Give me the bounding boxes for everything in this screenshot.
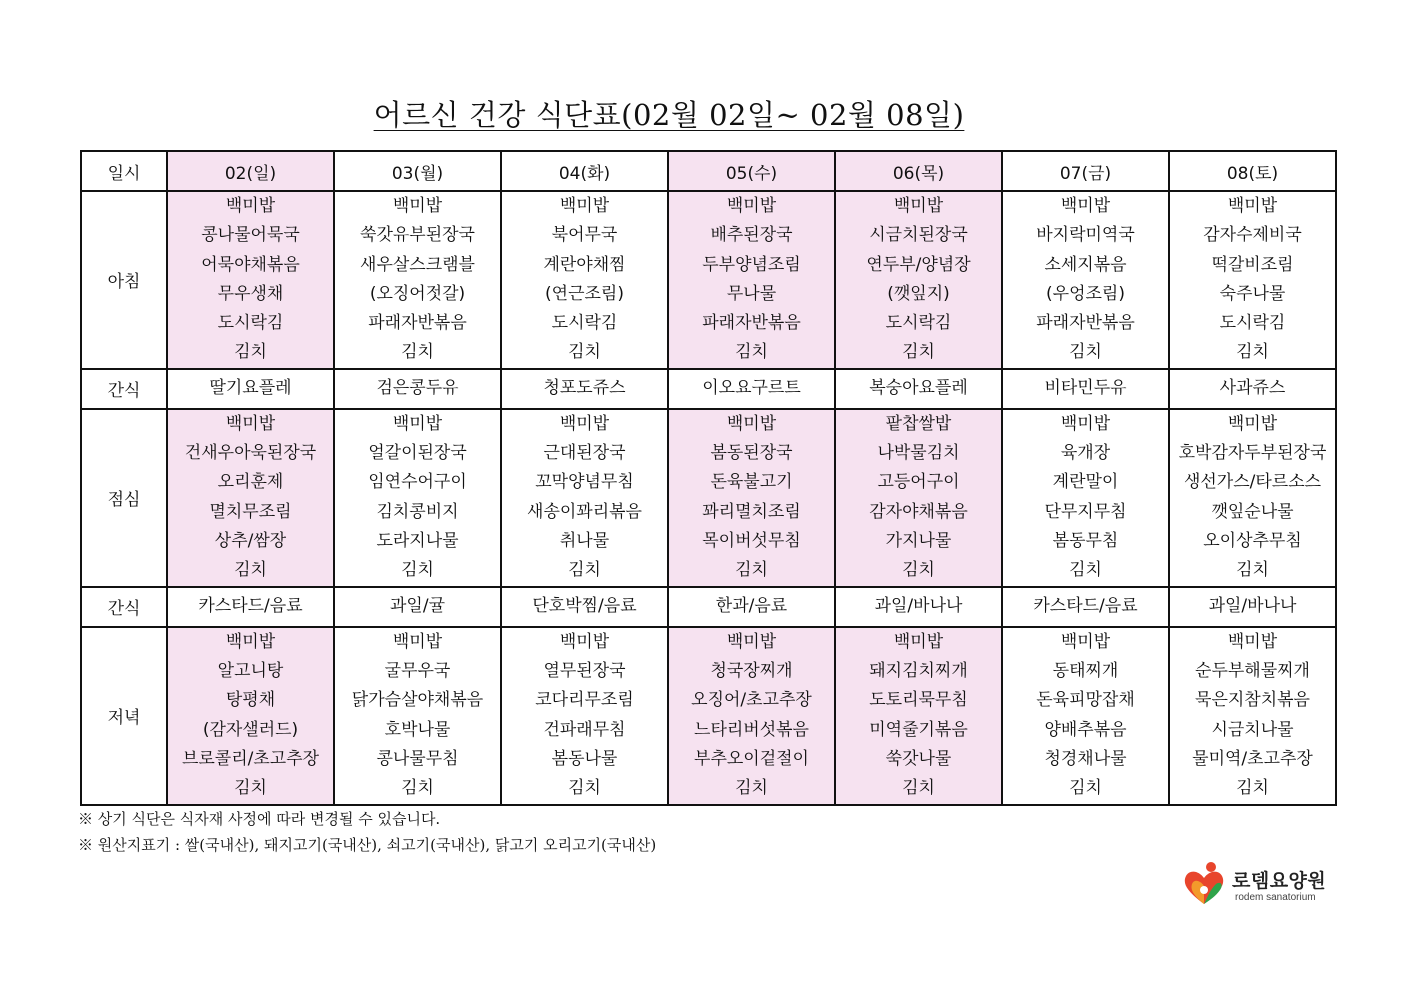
menu-item: 김치 (735, 778, 768, 799)
menu-item: 김치콩비지 (376, 501, 459, 522)
menu-item: 김치 (234, 342, 267, 363)
menu-item: 닭가슴살야채볶음 (351, 690, 484, 711)
menu-item: 떡갈비조림 (1211, 254, 1294, 275)
day-header: 04(화) (501, 151, 668, 191)
menu-item: 도토리묵무침 (869, 690, 968, 711)
menu-item: 김치 (401, 560, 434, 581)
menu-item: 건새우아욱된장국 (184, 443, 317, 464)
menu-cell (334, 409, 501, 587)
menu-item: 김치 (568, 560, 601, 581)
menu-item: 백미밥 (726, 631, 777, 652)
header-row (81, 151, 1336, 191)
menu-item: 동태찌개 (1052, 661, 1119, 682)
menu-item: 부추오이겉절이 (694, 749, 809, 770)
menu-item: 양배추볶음 (1044, 719, 1127, 740)
menu-cell (835, 409, 1002, 587)
menu-cell (167, 409, 334, 587)
menu-item: 도시락김 (217, 313, 284, 334)
menu-item: 카스타드/음료 (1033, 596, 1138, 617)
menu-item: 비타민두유 (1044, 378, 1127, 399)
menu-item: 도시락김 (885, 313, 952, 334)
meal-row (81, 369, 1336, 409)
day-header: 03(월) (334, 151, 501, 191)
menu-cell (835, 627, 1002, 805)
menu-item: 근대된장국 (543, 443, 626, 464)
menu-item: 백미밥 (1227, 631, 1278, 652)
menu-item: 봄동나물 (551, 749, 618, 770)
menu-cell (334, 627, 501, 805)
menu-item: 상추/쌈장 (214, 531, 287, 552)
menu-item: 백미밥 (1227, 413, 1278, 434)
menu-item: 백미밥 (1227, 196, 1278, 216)
menu-item: 김치 (902, 778, 935, 799)
menu-item: 돈육피망잡채 (1036, 690, 1135, 711)
menu-item: 백미밥 (726, 196, 777, 216)
menu-cell (167, 587, 334, 627)
meal-row (81, 191, 1336, 369)
menu-item: 파래자반볶음 (1036, 313, 1135, 334)
logo (1180, 860, 1340, 908)
day-header: 02(일) (167, 151, 334, 191)
menu-item: 백미밥 (893, 631, 944, 652)
menu-cell (501, 587, 668, 627)
menu-item: 두부양념조림 (702, 254, 801, 275)
menu-cell (501, 409, 668, 587)
menu-item: 순두부해물찌개 (1195, 661, 1310, 682)
menu-item: 오리훈제 (217, 472, 284, 493)
logo-name: 로뎀요양원 (1232, 870, 1327, 892)
menu-cell (835, 369, 1002, 409)
menu-item: (감자샐러드) (202, 719, 299, 740)
menu-item: 건파래무침 (543, 719, 626, 740)
menu-item: 김치 (902, 342, 935, 363)
menu-item: 오징어/초고추장 (691, 690, 812, 711)
menu-item: 생선가스/타르소스 (1183, 472, 1322, 493)
menu-item: 봄동무침 (1052, 531, 1119, 552)
menu-item: 사과쥬스 (1219, 378, 1286, 399)
menu-item: 단무지무침 (1044, 501, 1127, 522)
menu-item: 새송이꽈리볶음 (527, 501, 642, 522)
menu-item: 청국장찌개 (710, 661, 793, 682)
note-origin: ※ 원산지표기 : 쌀(국내산), 돼지고기(국내산), 쇠고기(국내산), 닭고기 오리고기(국내산) (78, 836, 657, 854)
menu-item: 백미밥 (392, 196, 443, 216)
menu-cell (668, 587, 835, 627)
menu-item: 백미밥 (225, 196, 276, 216)
menu-cell (1169, 627, 1336, 805)
menu-item: 김치 (735, 560, 768, 581)
meal-row (81, 627, 1336, 805)
menu-item: 시금치된장국 (869, 225, 968, 246)
menu-item: 콩나물무침 (376, 749, 459, 770)
menu-item: 얼갈이된장국 (368, 443, 467, 464)
note-change: ※ 상기 식단은 식자재 사정에 따라 변경될 수 있습니다. (78, 810, 441, 828)
logo-subtitle: rodem sanatorium (1235, 892, 1316, 903)
menu-item: 호박감자두부된장국 (1178, 443, 1327, 464)
menu-cell (334, 587, 501, 627)
menu-item: 단호박찜/음료 (532, 596, 637, 617)
menu-item: 청포도쥬스 (543, 378, 626, 399)
menu-item: 꽈리멸치조림 (702, 501, 801, 522)
menu-item: 백미밥 (225, 413, 276, 434)
menu-cell (167, 627, 334, 805)
menu-item: 백미밥 (726, 413, 777, 434)
menu-item: 가지나물 (885, 531, 952, 552)
day-header: 07(금) (1002, 151, 1169, 191)
menu-item: (깻잎지) (887, 283, 950, 304)
menu-item: 굴무우국 (384, 661, 451, 682)
meal-label: 간식 (81, 369, 167, 409)
menu-item: 과일/바나나 (874, 596, 963, 617)
menu-item: 백미밥 (1060, 196, 1111, 216)
menu-item: 도라지나물 (376, 531, 459, 552)
menu-item: 탕평채 (225, 690, 276, 711)
menu-item: 목이버섯무침 (702, 531, 801, 552)
menu-cell (501, 369, 668, 409)
menu-item: 무우생채 (217, 283, 284, 304)
menu-item: 깻잎순나물 (1211, 501, 1294, 522)
menu-cell (1002, 587, 1169, 627)
menu-cell (334, 369, 501, 409)
menu-item: 계란말이 (1052, 472, 1119, 493)
menu-cell (1002, 409, 1169, 587)
menu-cell (501, 191, 668, 369)
menu-item: 김치 (401, 342, 434, 363)
menu-item: 도시락김 (1219, 313, 1286, 334)
page-title: 어르신 건강 식단표(02월 02일~ 02월 08일) (373, 98, 965, 132)
menu-item: 백미밥 (559, 196, 610, 216)
menu-item: 김치 (735, 342, 768, 363)
menu-item: 감자야채볶음 (869, 501, 968, 522)
menu-item: 도시락김 (551, 313, 618, 334)
menu-item: 백미밥 (1060, 413, 1111, 434)
meal-label: 점심 (81, 409, 167, 587)
menu-item: 묵은지참치볶음 (1195, 690, 1310, 711)
menu-cell (167, 191, 334, 369)
menu-cell (835, 587, 1002, 627)
menu-item: 검은콩두유 (376, 378, 459, 399)
meal-label: 아침 (81, 191, 167, 369)
menu-item: 김치 (1069, 778, 1102, 799)
menu-item: 코다리무조림 (535, 690, 634, 711)
menu-item: 시금치나물 (1211, 719, 1294, 740)
menu-item: 감자수제비국 (1203, 225, 1302, 246)
menu-item: 계란야채찜 (543, 254, 626, 275)
menu-item: 김치 (234, 778, 267, 799)
menu-item: 취나물 (559, 531, 610, 552)
menu-item: 무나물 (726, 283, 777, 304)
heart-person-icon (1180, 860, 1228, 908)
menu-item: (연근조림) (545, 283, 624, 304)
menu-cell (668, 369, 835, 409)
meal-row (81, 409, 1336, 587)
menu-cell (1169, 587, 1336, 627)
menu-cell (1002, 369, 1169, 409)
menu-item: 백미밥 (893, 196, 944, 216)
meal-table (80, 150, 1337, 806)
menu-item: 호박나물 (384, 719, 451, 740)
menu-item: 김치 (1069, 560, 1102, 581)
menu-item: 김치 (401, 778, 434, 799)
menu-item: 임연수어구이 (368, 472, 467, 493)
menu-item: 오이상추무침 (1203, 531, 1302, 552)
meal-label: 간식 (81, 587, 167, 627)
menu-item: 멸치무조림 (209, 501, 292, 522)
menu-cell (1002, 627, 1169, 805)
menu-item: 김치 (1236, 778, 1269, 799)
menu-item: 한과/음료 (715, 596, 788, 617)
menu-item: 백미밥 (392, 631, 443, 652)
menu-item: 미역줄기볶음 (869, 719, 968, 740)
notes (78, 806, 656, 858)
menu-cell (1169, 191, 1336, 369)
menu-item: 콩나물어묵국 (201, 225, 300, 246)
menu-item: 카스타드/음료 (198, 596, 303, 617)
menu-item: 청경채나물 (1044, 749, 1127, 770)
menu-cell (1169, 409, 1336, 587)
menu-cell (668, 409, 835, 587)
menu-item: 꼬막양념무침 (535, 472, 634, 493)
menu-item: 바지락미역국 (1036, 225, 1135, 246)
menu-item: 브로콜리/초고추장 (181, 749, 320, 770)
day-header: 08(토) (1169, 151, 1336, 191)
menu-item: 소세지볶음 (1044, 254, 1127, 275)
meal-label: 저녁 (81, 627, 167, 805)
menu-item: 김치 (1236, 342, 1269, 363)
menu-item: 알고니탕 (217, 661, 284, 682)
menu-item: 열무된장국 (543, 661, 626, 682)
menu-item: 고등어구이 (877, 472, 960, 493)
menu-item: 김치 (568, 778, 601, 799)
menu-item: 물미역/초고추장 (1192, 749, 1313, 770)
menu-item: 느타리버섯볶음 (694, 719, 809, 740)
menu-item: 백미밥 (1060, 631, 1111, 652)
menu-item: 백미밥 (559, 413, 610, 434)
menu-item: 나박물김치 (877, 443, 960, 464)
menu-item: 팥찹쌀밥 (885, 413, 952, 434)
header-label: 일시 (81, 151, 167, 191)
menu-item: 육개장 (1060, 443, 1111, 464)
menu-item: 어묵야채볶음 (201, 254, 300, 275)
menu-cell (835, 191, 1002, 369)
menu-cell (1002, 191, 1169, 369)
menu-item: 과일/바나나 (1208, 596, 1297, 617)
day-header: 05(수) (668, 151, 835, 191)
menu-item: 배추된장국 (710, 225, 793, 246)
menu-item: 백미밥 (225, 631, 276, 652)
menu-item: 돈육불고기 (710, 472, 793, 493)
menu-item: 김치 (1236, 560, 1269, 581)
menu-item: 백미밥 (559, 631, 610, 652)
menu-cell (668, 627, 835, 805)
menu-item: 쑥갓유부된장국 (360, 225, 475, 246)
menu-cell (334, 191, 501, 369)
menu-item: 연두부/양념장 (866, 254, 971, 275)
menu-item: 북어무국 (551, 225, 618, 246)
menu-item: 김치 (234, 560, 267, 581)
menu-item: 이오요구르트 (702, 378, 801, 399)
menu-cell (1169, 369, 1336, 409)
menu-item: 숙주나물 (1219, 283, 1286, 304)
menu-item: 파래자반볶음 (702, 313, 801, 334)
day-header: 06(목) (835, 151, 1002, 191)
menu-item: 김치 (568, 342, 601, 363)
menu-item: 새우살스크램블 (360, 254, 475, 275)
menu-item: 파래자반볶음 (368, 313, 467, 334)
menu-cell (501, 627, 668, 805)
meal-row (81, 587, 1336, 627)
menu-item: 김치 (902, 560, 935, 581)
menu-item: (우엉조림) (1046, 283, 1125, 304)
menu-item: 복숭아요플레 (869, 378, 968, 399)
menu-item: 딸기요플레 (209, 378, 292, 399)
menu-item: 돼지김치찌개 (869, 661, 968, 682)
menu-item: (오징어젓갈) (369, 283, 466, 304)
menu-item: 김치 (1069, 342, 1102, 363)
menu-item: 과일/귤 (390, 596, 445, 617)
menu-item: 쑥갓나물 (885, 749, 952, 770)
menu-cell (167, 369, 334, 409)
menu-cell (668, 191, 835, 369)
menu-item: 봄동된장국 (710, 443, 793, 464)
menu-item: 백미밥 (392, 413, 443, 434)
